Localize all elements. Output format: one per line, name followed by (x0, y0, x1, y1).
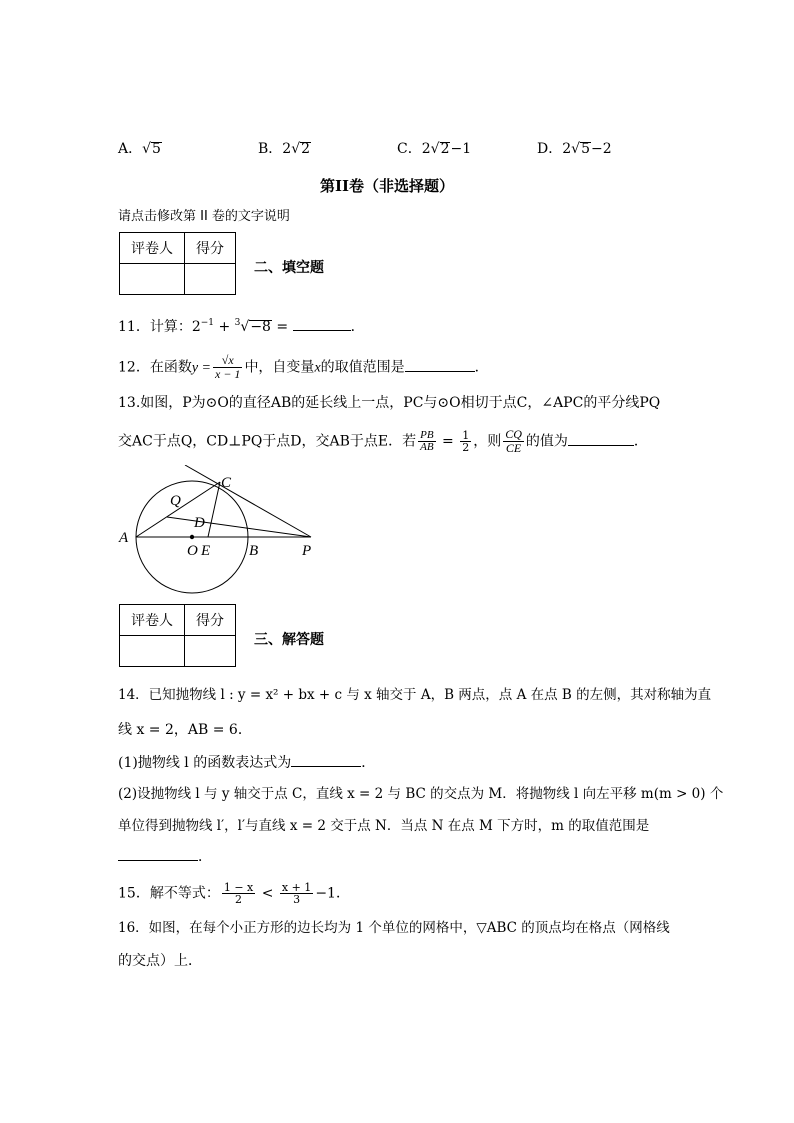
q15-tail: −1． (315, 885, 350, 902)
choice-d-label: D． (537, 141, 563, 157)
label-c: C (221, 475, 232, 491)
question-14-line1: 14．已知抛物线 l : y = x² + bx + c 与 x 轴交于 A，B 两点，点 A 在点 B 的左侧，其对称轴为直 (118, 687, 712, 703)
label-p: P (302, 543, 312, 559)
section2-heading: 二、填空题 (254, 260, 324, 276)
score-table2-grader-cell (120, 636, 185, 667)
q12-fraction-den: x − 1 (215, 367, 241, 381)
question-16-line2: 的交点）上． (118, 953, 202, 969)
q13-frac2-den: 2 (462, 441, 470, 454)
q14-part2-end: ． (198, 849, 212, 865)
choice-b-radicand: 2 (301, 141, 311, 157)
q12-text-end: 的取值范围是 (320, 359, 405, 376)
q13-frac1-num: PB (420, 429, 434, 441)
q11-exponent: −1 (200, 318, 215, 328)
q13-frac2-num: 1 (462, 429, 470, 442)
label-a: A (119, 530, 129, 546)
q15-number: 15．解不等式： (118, 885, 220, 902)
q12-end: ． (474, 359, 489, 376)
q15-rhs-den: 3 (293, 893, 301, 906)
choice-d-tail: −2 (591, 141, 612, 157)
q13-text-c: 的值为 (525, 433, 568, 450)
question-16-line1: 16．如图，在每个小正方形的边长均为 1 个单位的网格中，▽ABC 的顶点均在格点（网格线 (118, 920, 670, 936)
q13-frac3-den: CE (505, 441, 522, 455)
q13-frac1-den: AB (420, 441, 434, 453)
label-e: E (201, 543, 211, 559)
score-table-score-cell (185, 264, 236, 295)
choice-c-radicand: 2 (440, 141, 450, 157)
choice-b-label: B． (258, 141, 283, 157)
q15-lhs-fraction (222, 882, 255, 905)
choice-c-tail: −1 (450, 141, 472, 157)
score-table2-grader-header: 评卷人 (120, 605, 185, 636)
score-table-grader-cell (120, 264, 185, 295)
choice-b: B．2√2 (258, 141, 311, 157)
q12-y-eq: y = (191, 360, 211, 376)
question-14-part2-line1: (2)设抛物线 l 与 y 轴交于点 C，直线 x = 2 与 BC 的交点为 M．将抛物线 l 向左平移 m(m > 0) 个 (118, 786, 724, 802)
q13-fraction-3 (503, 428, 524, 455)
choice-d-coef: 2 (562, 141, 572, 157)
q11-answer-blank[interactable] (293, 316, 351, 331)
q13-eq: = (437, 433, 459, 450)
score-table2-score-header: 得分 (185, 605, 236, 636)
q12-text-after: 中，自变量 (244, 359, 315, 376)
label-q: Q (170, 493, 181, 509)
choice-a: A．√5 (118, 141, 161, 157)
question-15 (118, 882, 350, 905)
question-14-part2-line2: 单位得到抛物线 l′，l′与直线 x = 2 交于点 N．当点 N 在点 M 下方时，m 的取值范围是 (118, 818, 650, 834)
q15-rhs-fraction (280, 882, 313, 905)
geometry-figure (115, 465, 330, 595)
center-dot (190, 535, 194, 539)
q13-text-a: 交AC于点Q，CD⊥PQ于点D，交AB于点E．若 (118, 433, 417, 450)
q12-fraction-num: √x (213, 354, 242, 368)
q15-lhs-num: 1 − x (223, 881, 254, 894)
choice-c-coef: 2 (421, 141, 431, 157)
choice-d: D．2√5−2 (537, 141, 612, 157)
section3-heading: 三、解答题 (254, 632, 324, 648)
score-table-2 (119, 604, 236, 667)
question-13-line2 (118, 428, 648, 455)
score-table2-score-cell (185, 636, 236, 667)
q11-radicand: −8 (250, 319, 271, 335)
q13-frac3-num: CQ (505, 427, 522, 441)
q14-part1-end: ． (361, 755, 376, 771)
q12-answer-blank[interactable] (405, 357, 475, 372)
q11-plus: + (214, 319, 235, 335)
q11-base: 2 (191, 319, 201, 335)
label-o: O (187, 543, 198, 559)
q13-answer-blank[interactable] (568, 431, 634, 446)
q13-text-b: ，则 (473, 433, 502, 450)
score-table-1 (119, 232, 236, 295)
choice-d-radicand: 5 (581, 141, 590, 157)
q12-var: x (314, 360, 321, 376)
q14-part1-blank[interactable] (291, 752, 361, 767)
question-12 (118, 354, 489, 381)
q12-number: 12．在函数 (118, 359, 192, 376)
section2-title: 第II卷（非选择题） (320, 177, 455, 195)
section2-instruction: 请点击修改第 II 卷的文字说明 (118, 209, 290, 224)
question-11: 11．计算：$2^{-1} + ^3√-8$ = ． (118, 318, 365, 335)
q11-root-index: 3 (234, 318, 241, 328)
q13-end: ． (633, 433, 648, 450)
q11-end: ． (350, 319, 365, 335)
bisector-pq (167, 517, 311, 537)
label-d: D (194, 515, 205, 531)
q11-equals: = (271, 319, 293, 335)
q15-rhs-num: x + 1 (281, 881, 312, 894)
question-14-line2: 线 x = 2，AB = 6． (118, 722, 252, 738)
question-14-part1 (118, 752, 375, 773)
line-ac (136, 482, 220, 537)
label-b: B (249, 543, 259, 559)
choice-a-label: A． (118, 141, 143, 157)
q13-fraction-1 (418, 430, 435, 453)
q15-lhs-den: 2 (235, 893, 243, 906)
q14-part1-text: (1)抛物线 l 的函数表达式为 (118, 755, 292, 771)
score-table-grader-header: 评卷人 (120, 233, 185, 264)
choice-c: C．2√2−1 (397, 141, 472, 157)
line-ce (208, 482, 220, 537)
choice-c-label: C． (397, 141, 422, 157)
question-14-part2-answer (118, 846, 212, 867)
choice-a-value: 5 (152, 141, 161, 157)
question-13-line1: 13.如图，P为⊙O的直径AB的延长线上一点，PC与⊙O相切于点C，∠APC的平分线PQ (118, 395, 661, 411)
q13-fraction-2 (460, 430, 471, 453)
q12-fraction (213, 354, 242, 381)
choice-b-coef: 2 (282, 141, 292, 157)
score-table-score-header: 得分 (185, 233, 236, 264)
q15-lt: < (257, 885, 278, 902)
q11-number: 11．计算： (118, 319, 192, 335)
q14-part2-blank[interactable] (118, 846, 198, 861)
